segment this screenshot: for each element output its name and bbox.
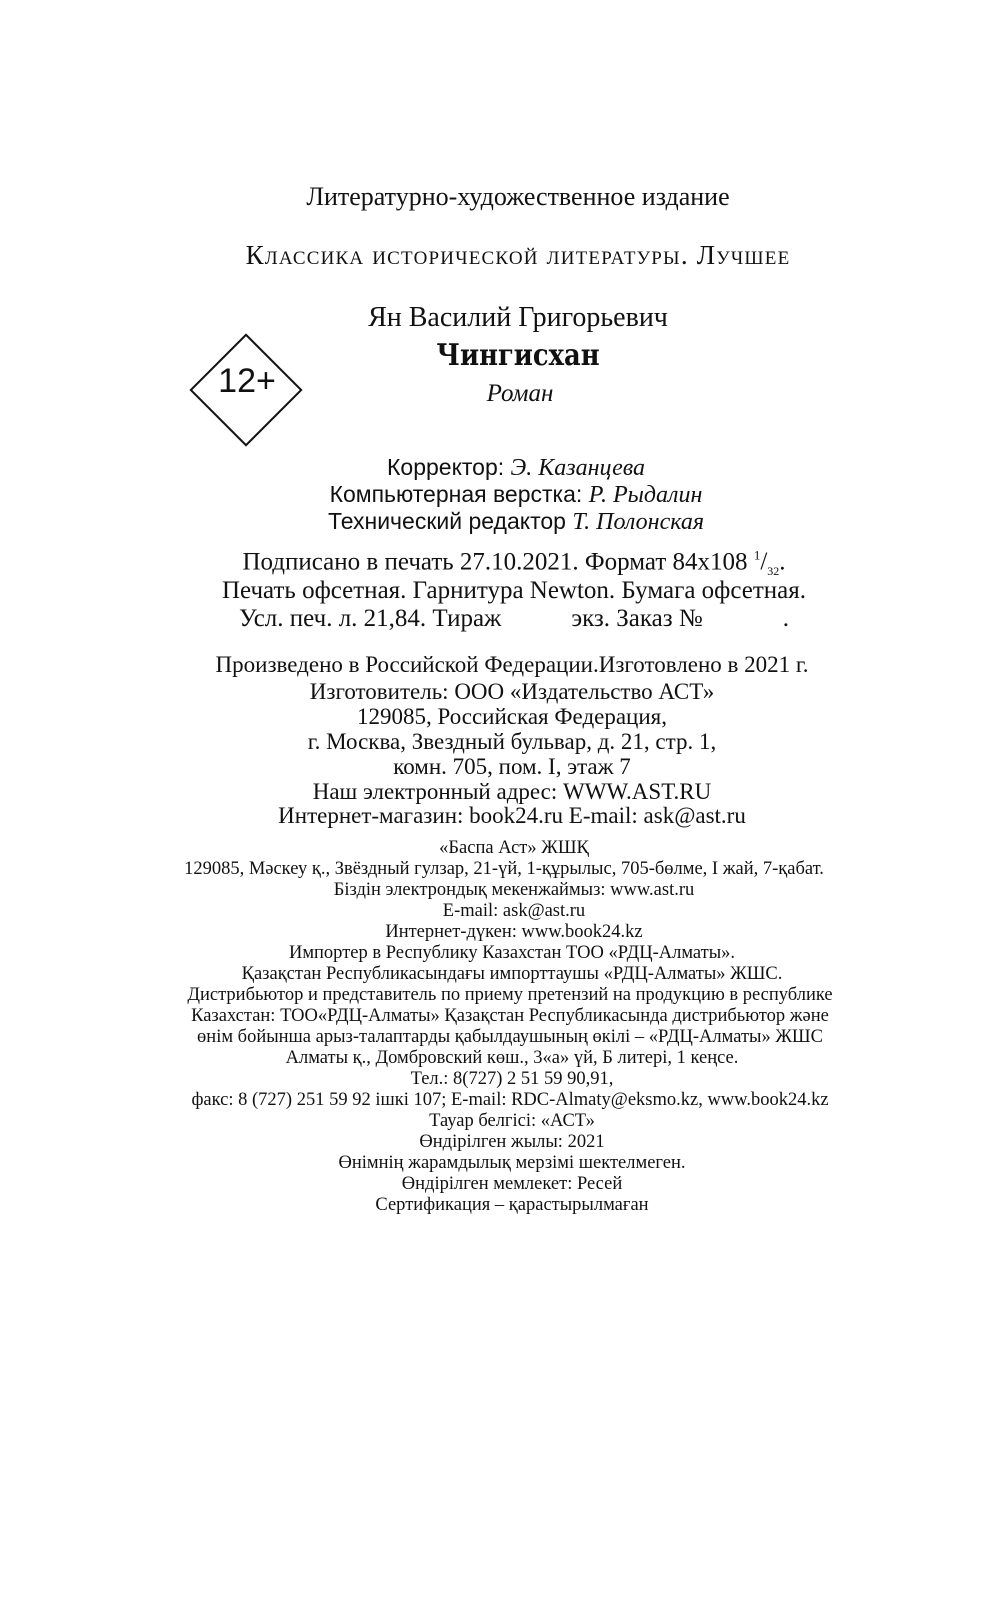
print-sheets-run: Усл. печ. л. 21,84. Тираж: [239, 605, 502, 632]
manufacturer-line: Изготовитель: ООО «Издательство АСТ»: [309, 679, 715, 704]
fraction-numerator: 1: [753, 548, 761, 563]
kazakh-line: E-mail: ask@ast.ru: [442, 901, 586, 921]
kazakh-line: Дистрибьютор и представитель по приему претензий на продукцию в республике: [187, 985, 833, 1005]
manufacturer-line: Интернет-магазин: book24.ru E-mail: ask@ast.ru: [278, 803, 746, 828]
print-line-1: [14, 548, 1000, 579]
print-order-number: экз. Заказ №: [571, 605, 703, 632]
kazakh-line: Өнімнің жарамдылық мерзімі шектелмеген.: [338, 1153, 686, 1173]
manufacturer-line: комн. 705, пом. I, этаж 7: [393, 754, 631, 779]
age-rating-label: 12+: [218, 362, 276, 400]
kazakh-line: Интернет-дүкен: www.book24.kz: [385, 922, 643, 942]
credit-role: Технический редактор: [327, 508, 573, 534]
kazakh-line: Импортер в Республику Казахстан ТОО «РДЦ-Алматы».: [288, 943, 736, 963]
credit-role: Компьютерная верстка:: [329, 481, 589, 507]
kazakh-line: Тауар белгісі: «АСТ»: [429, 1111, 595, 1131]
kazakh-line: «Баспа Аст» ЖШҚ: [439, 838, 589, 858]
kazakh-line: Қазақстан Республикасындағы импорттаушы «РДЦ-Алматы» ЖШС.: [241, 964, 783, 984]
manufacturer-line: Наш электронный адрес: WWW.AST.RU: [312, 779, 712, 804]
credit-role: Корректор:: [387, 454, 511, 480]
credit-person: Э. Казанцева: [510, 455, 645, 481]
genre-line: Литературно-художественное издание: [306, 182, 730, 211]
print-line-2: Печать офсетная. Гарнитура Newton. Бумага офсетная.: [221, 577, 807, 604]
format-fraction: [753, 548, 780, 579]
book-title: Чингисхан: [436, 338, 600, 373]
print-line-end: .: [779, 548, 786, 576]
credit-tech-editor: [16, 508, 1000, 536]
print-line-end: .: [782, 605, 789, 632]
kazakh-line: Тел.: 8(727) 2 51 59 90,91,: [410, 1069, 614, 1089]
series-title: Классика исторической литературы. Лучшее: [245, 240, 791, 270]
fraction-slash: /: [760, 548, 768, 576]
author-name: Ян Василий Григорьевич: [368, 302, 668, 333]
kazakh-line: Өндірілген жылы: 2021: [419, 1132, 605, 1152]
kazakh-line: Өндірілген мемлекет: Ресей: [401, 1174, 623, 1194]
kazakh-line: 129085, Мәскеу қ., Звёздный гулзар, 21-үй, 1-құрылыс, 705-бөлме, I жай, 7-қабат.: [184, 859, 824, 879]
credit-layout: [16, 481, 1000, 509]
kazakh-line: Алматы қ., Домбровский көш., 3«а» үй, Б литері, 1 кеңсе.: [285, 1048, 739, 1068]
kazakh-line: факс: 8 (727) 251 59 92 ішкі 107; E-mail: RDC-Almaty@eksmo.kz, www.book24.kz: [191, 1090, 829, 1110]
manufacturer-line: 129085, Российская Федерация,: [356, 704, 668, 729]
credit-person: Т. Полонская: [572, 509, 705, 535]
print-line-3: [14, 605, 1000, 633]
kazakh-line: өнім бойынша арыз-талаптарды қабылдаушының өкілі – «РДЦ-Алматы» ЖШС: [197, 1027, 823, 1047]
manufacturer-line: Произведено в Российской Федерации.Изготовлено в 2021 г.: [215, 652, 809, 677]
credit-proofreader: [16, 454, 1000, 482]
book-subtitle: Роман: [486, 380, 554, 407]
kazakh-line: Біздін электрондық мекенжаймыз: www.ast.ru: [333, 880, 695, 900]
kazakh-line: Казахстан: ТОО«РДЦ-Алматы» Қазақстан Республикасында дистрибьютор және: [191, 1006, 829, 1026]
print-signed-format: Подписано в печать 27.10.2021. Формат 84x108: [242, 548, 754, 576]
credit-person: Р. Рыдалин: [588, 482, 703, 508]
manufacturer-line: г. Москва, Звездный бульвар, д. 21, стр. 1,: [307, 729, 717, 754]
fraction-denominator: 32: [767, 564, 780, 579]
kazakh-line: Сертификация – қарастырылмаған: [375, 1195, 649, 1215]
